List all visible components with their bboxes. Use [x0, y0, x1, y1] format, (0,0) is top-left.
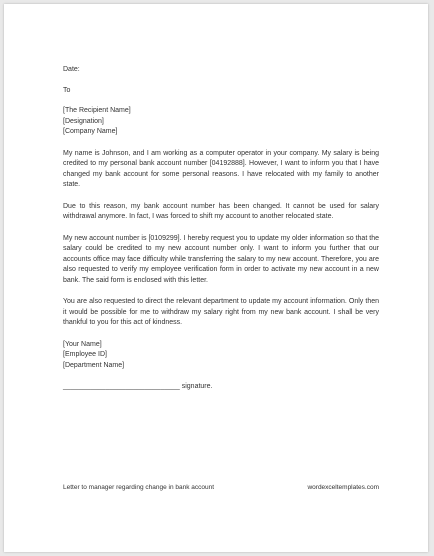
- sender-department: [Department Name]: [63, 361, 125, 369]
- recipient-designation: [Designation]: [63, 117, 104, 125]
- paragraph-request: My new account number is [0109299]. I hereby request you to update my older information so that the salary could be credited to my new account number only. I want to inform you further that our accounts office may face difficulty while transferring the salary to my new account. Therefore, you are also requested to verify my employee verification form in order to activate my new account in a new bank. The said form is enclosed with this letter.: [63, 234, 379, 284]
- document-page: [4, 4, 428, 552]
- date-label: Date:: [63, 66, 80, 73]
- footer-site: wordexceltemplates.com: [307, 484, 379, 491]
- page-footer: [63, 484, 379, 491]
- recipient-name: [The Recipient Name]: [63, 107, 131, 114]
- recipient-company: [Company Name]: [63, 128, 118, 135]
- paragraph-closing: You are also requested to direct the relevant department to update my account information. Only then it would be possible for me to withdraw my salary right from my new bank account. I shall be very thankful to you for this act of kindness.: [63, 298, 379, 326]
- paragraph-intro: My name is Johnson, and I am working as a computer operator in your company. My salary is being credited to my personal bank account number [04192888]. However, I want to inform you that I have changed my bank account for some personal reasons. I have relocated with my family to another state.: [63, 149, 379, 188]
- footer-title: Letter to manager regarding change in bank account: [63, 484, 215, 491]
- sender-employee-id: [Employee ID]: [63, 351, 107, 358]
- letter-body: [63, 65, 379, 393]
- to-label: To: [63, 86, 71, 94]
- paragraph-reason: Due to this reason, my bank account number has been changed. It cannot be used for salary withdrawal anymore. In fact, I was forced to shift my account to another relocated state.: [63, 202, 379, 220]
- sender-name: [Your Name]: [63, 340, 102, 348]
- signature-line: ______________________________ signature.: [63, 383, 213, 390]
